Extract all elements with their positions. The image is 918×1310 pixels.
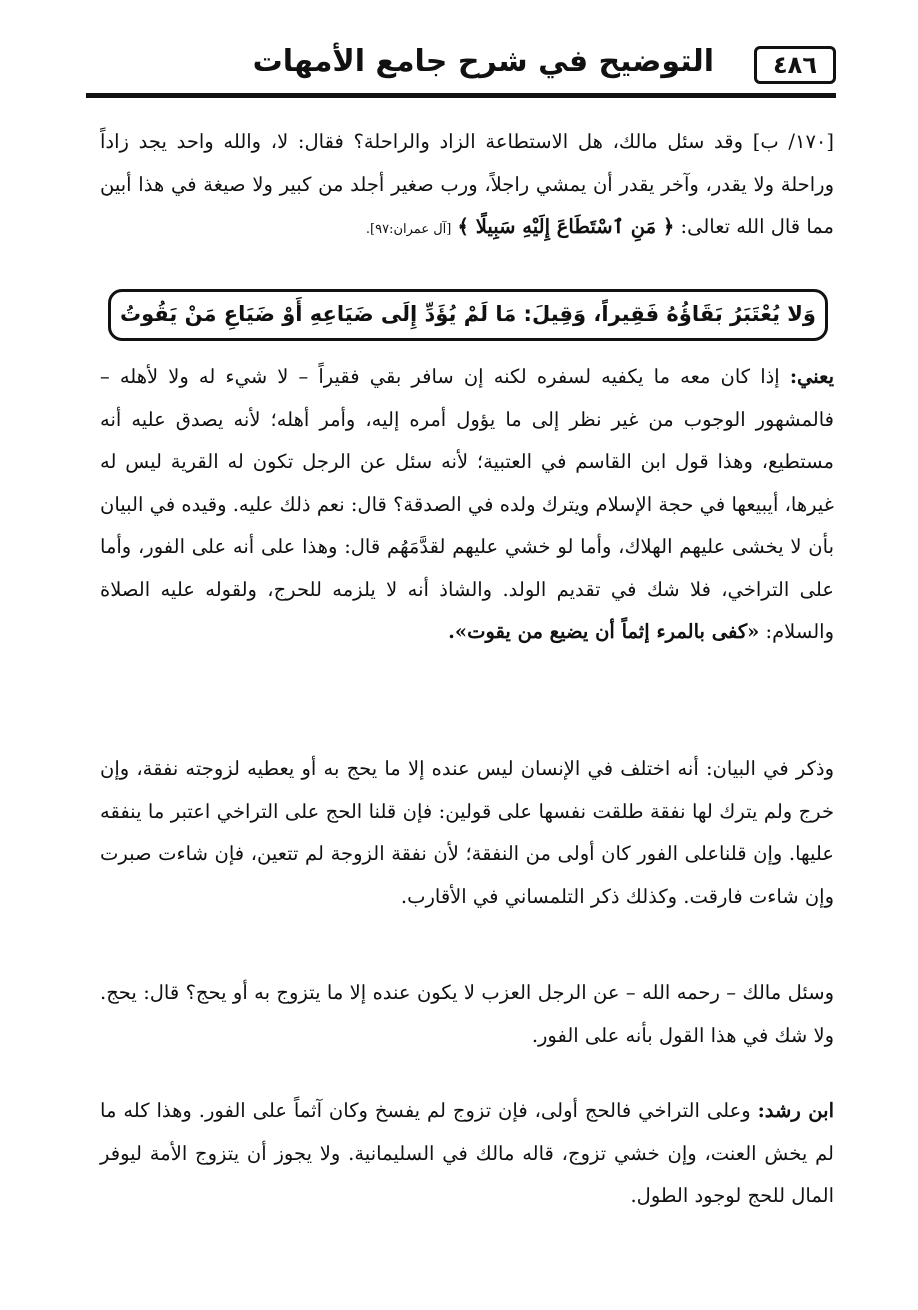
- matn-box: وَلا يُعْتَبَرُ بَقَاؤُهُ فَقِيراً، وَقِيلَ: مَا لَمْ يُؤَدِّ إِلَى ضَيَاعِهِ أَوْ ضَيَاعِ مَنْ يَقُوتُ: [108, 289, 828, 341]
- paragraph-5-text: [100, 1090, 834, 1218]
- paragraph-3: [100, 748, 834, 918]
- page-header: [86, 36, 836, 98]
- paragraph-2-body: إذا كان معه ما يكفيه لسفره لكنه إن سافر بقي فقيراً – لا شيء له ولا لأهله – فالمشهور الوجوب من غير نظر إلى ما يؤول أمره إليه، وأمر أهله؛ لأنه يصدق عليه أنه مستطيع، وهذا قول ابن القاسم في العتبية؛ لأنه سئل عن الرجل تكون له القرية ليس له غيرها، أيبيعها في حجة الإسلام ويترك ولده في الصدقة؟ قال: نعم ذلك عليه. وقيده في البيان بأن لا يخشى عليهم الهلاك، وأما لو خشي عليهم لقدَّمَهُم قال: وهذا على أنه على الفور، وأما على التراخي، فلا شك في تقديم الولد. والشاذ أنه لا يلزمه للحرج، ولقوله عليه الصلاة والسلام:: [100, 365, 834, 643]
- paragraph-4-text: وسئل مالك – رحمه الله – عن الرجل العزب لا يكون عنده إلا ما يتزوج به أو يحج؟ قال: يحج. ولا شك في هذا القول بأنه على الفور.: [100, 981, 834, 1047]
- paragraph-1: [100, 121, 834, 252]
- paragraph-1-body: [١٧٠/ ب] وقد سئل مالك، هل الاستطاعة الزاد والراحلة؟ فقال: لا، والله واحد يجد زاداً وراحلة ولا يقدر، وآخر يقدر أن يمشي راجلاً، ورب صغير أجلد من كبير ولا صيغة في هذا أبين مما قال الله تعالى:: [100, 130, 834, 238]
- verse-reference: [آل عمران:٩٧].: [365, 222, 452, 237]
- paragraph-4: [100, 972, 834, 1057]
- paragraph-5-lead: ابن رشد:: [757, 1099, 834, 1122]
- paragraph-5-body: وعلى التراخي فالحج أولى، فإن تزوج لم يفسخ وكان آثماً على الفور. وهذا كله ما لم يخش العنت، وإن خشي تزوج، قاله مالك في السليمانية. ولا يجوز أن يتزوج الأمة ليوفر المال للحج لوجود الطول.: [100, 1099, 834, 1207]
- paragraph-1-text: [100, 121, 834, 252]
- page-number: ٤٨٦: [754, 46, 836, 84]
- running-title: التوضيح في شرح جامع الأمهات: [252, 44, 714, 79]
- header-rule: [86, 93, 836, 98]
- paragraph-5: [100, 1090, 834, 1218]
- paragraph-2: [100, 356, 834, 654]
- paragraph-3-text: وذكر في البيان: أنه اختلف في الإنسان ليس عنده إلا ما يحج به أو يعطيه لزوجته نفقة، وإن خرج ولم يترك لها نفقة طلقت نفسها على قولين: فإن قلنا الحج على التراخي اعتبر ما ينفقه عليها. وإن قلناعلى الفور كان أولى من النفقة؛ لأن نفقة الزوجة لم تتعين، فإن شاءت صبرت وإن شاءت فارقت. وكذلك ذكر التلمساني في الأقارب.: [100, 757, 834, 908]
- quran-verse: ﴿ مَنِ ٱسْتَطَاعَ إِلَيْهِ سَبِيلًا ﴾: [457, 215, 675, 238]
- paragraph-2-lead: يعني:: [789, 365, 834, 388]
- paragraph-2-text: [100, 356, 834, 654]
- hadith-quote: «كفى بالمرء إثماً أن يضيع من يقوت».: [448, 620, 760, 643]
